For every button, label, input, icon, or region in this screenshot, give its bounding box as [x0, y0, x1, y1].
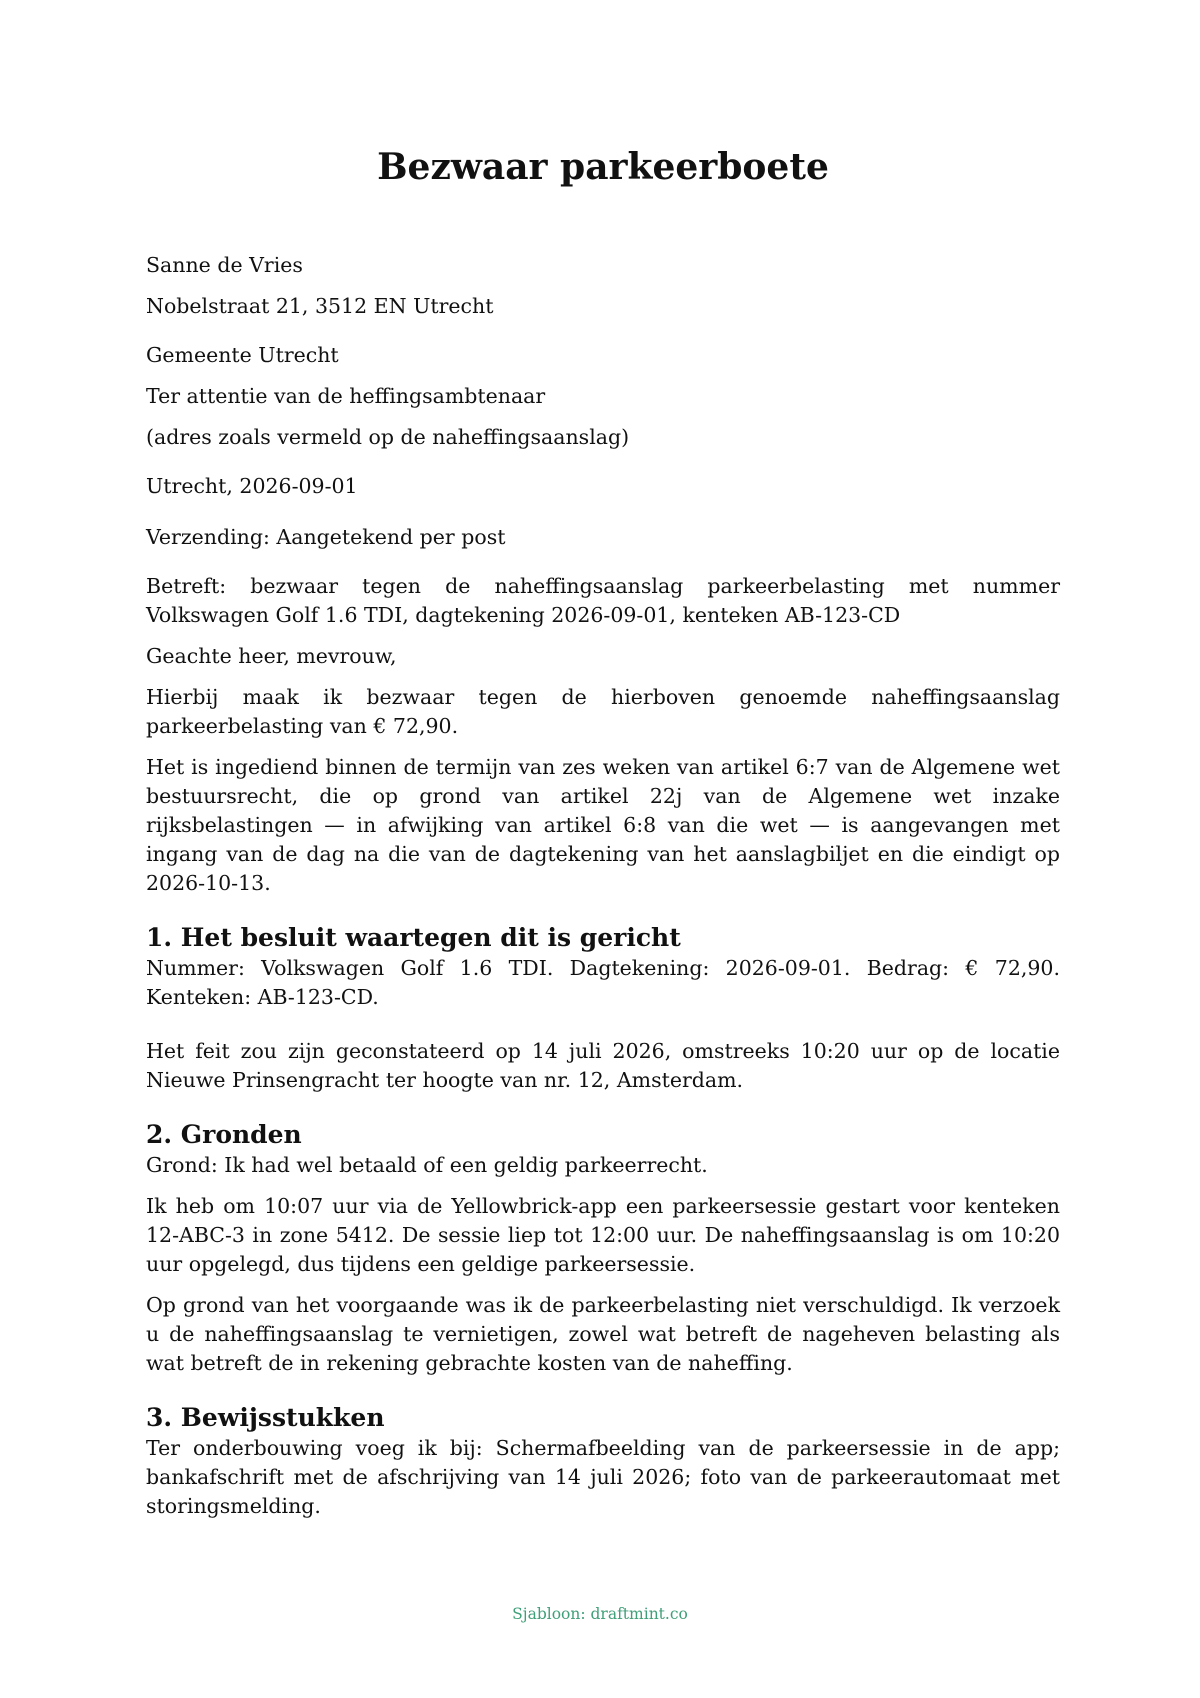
evidence-paragraph: Ter onderbouwing voeg ik bij: Schermafbeelding van de parkeersessie in de app; bankafschrift met de afschrijving van 14 juli 2026; foto van de parkeerautomaat met storingsmelding.	[146, 1436, 1060, 1518]
place-date: Utrecht, 2026-09-01	[146, 474, 358, 498]
subject-line: Betreft: bezwaar tegen de naheffingsaanslag parkeerbelasting met nummer Volkswagen Golf 1.6 TDI, dagtekening 2026-09-01, kenteken AB-123-CD	[146, 574, 1060, 627]
recipient-line-2: Ter attentie van de heffingsambtenaar	[146, 384, 546, 408]
recipient-line-3: (adres zoals vermeld op de naheffingsaanslag)	[146, 425, 630, 449]
section-1-heading: 1. Het besluit waartegen dit is gericht	[146, 923, 681, 952]
document-title: Bezwaar parkeerboete	[377, 146, 829, 188]
recipient-line-1: Gemeente Utrecht	[146, 343, 339, 367]
template-footer: Sjabloon: draftmint.co	[512, 1605, 688, 1623]
shipping-method: Verzending: Aangetekend per post	[146, 525, 506, 549]
intro-paragraph: Hierbij maak ik bezwaar tegen de hierboven genoemde naheffingsaanslag parkeerbelasting van € 72,90.	[146, 685, 1060, 738]
sender-name: Sanne de Vries	[146, 253, 303, 277]
request-paragraph: Op grond van het voorgaande was ik de parkeerbelasting niet verschuldigd. Ik verzoek u de naheffingsaanslag te vernietigen, zowel wat betreft de nageheven belasting als wat betreft de in rekening gebrachte kosten van de naheffing.	[146, 1293, 1060, 1375]
fact-paragraph: Het feit zou zijn geconstateerd op 14 juli 2026, omstreeks 10:20 uur op de locatie Nieuwe Prinsengracht ter hoogte van nr. 12, Amsterdam.	[146, 1039, 1060, 1092]
ground-explanation: Ik heb om 10:07 uur via de Yellowbrick-app een parkeersessie gestart voor kenteken 12-ABC-3 in zone 5412. De sessie liep tot 12:00 uur. De naheffingsaanslag is om 10:20 uur opgelegd, dus tijdens een geldige parkeersessie.	[146, 1194, 1060, 1276]
sender-address: Nobelstraat 21, 3512 EN Utrecht	[146, 294, 494, 318]
deadline-paragraph: Het is ingediend binnen de termijn van zes weken van artikel 6:7 van de Algemene wet bestuursrecht, die op grond van artikel 22j van de Algemene wet inzake rijksbelastingen — in afwijking van artikel 6:8 van die wet — is aangevangen met ingang van de dag na die van de dagtekening van het aanslagbiljet en die eindigt op 2026-10-13.	[146, 755, 1060, 895]
ground-statement: Grond: Ik had wel betaald of een geldig parkeerrecht.	[146, 1153, 708, 1177]
salutation: Geachte heer, mevrouw,	[146, 644, 397, 668]
decision-details: Nummer: Volkswagen Golf 1.6 TDI. Dagtekening: 2026-09-01. Bedrag: € 72,90. Kenteken: AB-123-CD.	[146, 956, 1060, 1009]
section-3-heading: 3. Bewijsstukken	[146, 1403, 385, 1432]
section-2-heading: 2. Gronden	[146, 1120, 302, 1149]
letter-body	[146, 251, 1060, 1521]
